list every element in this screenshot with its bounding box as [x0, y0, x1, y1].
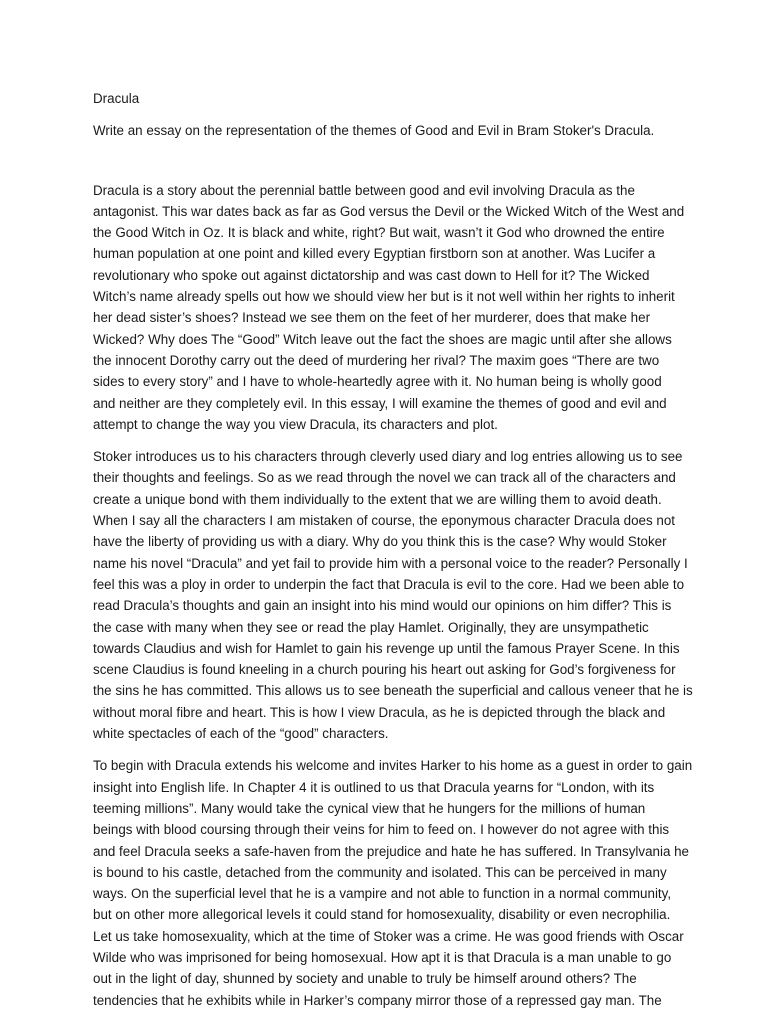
paragraph-line: the case with many when they see or read the play Hamlet. Originally, they are unsympathetic — [93, 619, 649, 635]
essay-paragraph — [93, 446, 693, 744]
paragraph-line: When I say all the characters I am mistaken of course, the eponymous character Dracula does not — [93, 513, 676, 529]
paragraph-line: out in the light of day, shunned by society and unable to truly be himself around others? The — [93, 971, 637, 987]
essay-body — [93, 180, 693, 1011]
paragraph-line: is bound to his castle, detached from the community and isolated. This can be perceived in many — [93, 864, 667, 880]
paragraph-line: feel this was a ploy in order to underpin the fact that Dracula is evil to the core. Had we been able to — [93, 576, 685, 592]
paragraph-line: sides to every story” and I have to whole-heartedly agree with it. No human being is wholly good — [93, 374, 662, 390]
paragraph-line: and feel Dracula seeks a safe-haven from the prejudice and hate he has suffered. In Transylvania he — [93, 843, 690, 859]
paragraph-line: white spectacles of each of the “good” characters. — [93, 726, 389, 742]
document-title: Dracula — [93, 91, 140, 106]
paragraph-line: attempt to change the way you view Dracula, its characters and plot. — [93, 416, 498, 432]
paragraph-line: the innocent Dorothy carry out the deed of murdering her rival? The maxim goes “There are two — [93, 352, 660, 368]
paragraph-line: Let us take homosexuality, which at the time of Stoker was a crime. He was good friends with Oscar — [93, 928, 684, 944]
paragraph-line: the Good Witch in Oz. It is black and white, right? But wait, wasn’t it God who drowned the entire — [93, 225, 665, 241]
paragraph-line: teeming millions”. Many would take the cynical view that he hungers for the millions of human — [93, 800, 646, 816]
paragraph-line: antagonist. This war dates back as far as God versus the Devil or the Wicked Witch of the West and — [93, 203, 685, 219]
paragraph-line: revolutionary who spoke out against dictatorship and was cast down to Hell for it? The Wicked — [93, 267, 650, 283]
essay-paragraph — [93, 755, 693, 1011]
paragraph-line: ways. On the superficial level that he is a vampire and not able to function in a normal community, — [93, 886, 672, 902]
paragraph-line: tendencies that he exhibits while in Harker’s company mirror those of a repressed gay man. The — [93, 992, 662, 1008]
paragraph-line: the sins he has committed. This allows us to see beneath the superficial and callous veneer that he is — [93, 683, 693, 699]
paragraph-line: name his novel “Dracula” and yet fail to provide him with a personal voice to the reader? Personally I — [93, 555, 688, 571]
paragraph-line: but on other more allegorical levels it could stand for homosexuality, disability or even necrophilia. — [93, 907, 671, 923]
essay-paragraph — [93, 180, 686, 436]
paragraph-line: read Dracula’s thoughts and gain an insight into his mind would our opinions on him differ? This is — [93, 598, 672, 614]
paragraph-line: insight into English life. In Chapter 4 it is outlined to us that Dracula yearns for “London, with its — [93, 779, 655, 795]
paragraph-line: Dracula is a story about the perennial battle between good and evil involving Dracula as the — [93, 182, 635, 198]
paragraph-line: create a unique bond with them individually to the extent that we are willing them to avoid death. — [93, 491, 662, 507]
paragraph-line: towards Claudius and wish for Hamlet to gain his revenge up until the famous Prayer Scene. In this — [93, 640, 680, 656]
paragraph-line: Wilde who was imprisoned for being homosexual. How apt it is that Dracula is a man unable to go — [93, 949, 672, 965]
paragraph-line: without moral fibre and heart. This is how I view Dracula, as he is depicted through the black and — [93, 704, 666, 720]
paragraph-line: and neither are they completely evil. In this essay, I will examine the themes of good and evil and — [93, 395, 667, 411]
paragraph-line: beings with blood coursing through their veins for him to feed on. I however do not agree with this — [93, 822, 670, 838]
paragraph-line: human population at one point and killed every Egyptian firstborn son at another. Was Lucifer a — [93, 246, 656, 262]
paragraph-line: have the liberty of providing us with a diary. Why do you think this is the case? Why would Stoker — [93, 534, 667, 550]
paragraph-line: their thoughts and feelings. So as we read through the novel we can track all of the characters and — [93, 470, 676, 486]
paragraph-line: her dead sister’s shoes? Instead we see them on the feet of her murderer, does that make her — [93, 310, 651, 326]
paragraph-line: Stoker introduces us to his characters through cleverly used diary and log entries allowing us to see — [93, 449, 683, 465]
paragraph-line: scene Claudius is found kneeling in a church pouring his heart out asking for God’s forgiveness for — [93, 662, 676, 678]
paragraph-line: To begin with Dracula extends his welcome and invites Harker to his home as a guest in order to gain — [93, 758, 693, 774]
paragraph-line: Wicked? Why does The “Good” Witch leave out the fact the shoes are magic until after she allows — [93, 331, 672, 347]
essay-prompt: Write an essay on the representation of the themes of Good and Evil in Bram Stoker's Dracula. — [93, 123, 655, 139]
paragraph-line: Witch’s name already spells out how we should view her but is it not well within her rights to inherit — [93, 289, 675, 305]
